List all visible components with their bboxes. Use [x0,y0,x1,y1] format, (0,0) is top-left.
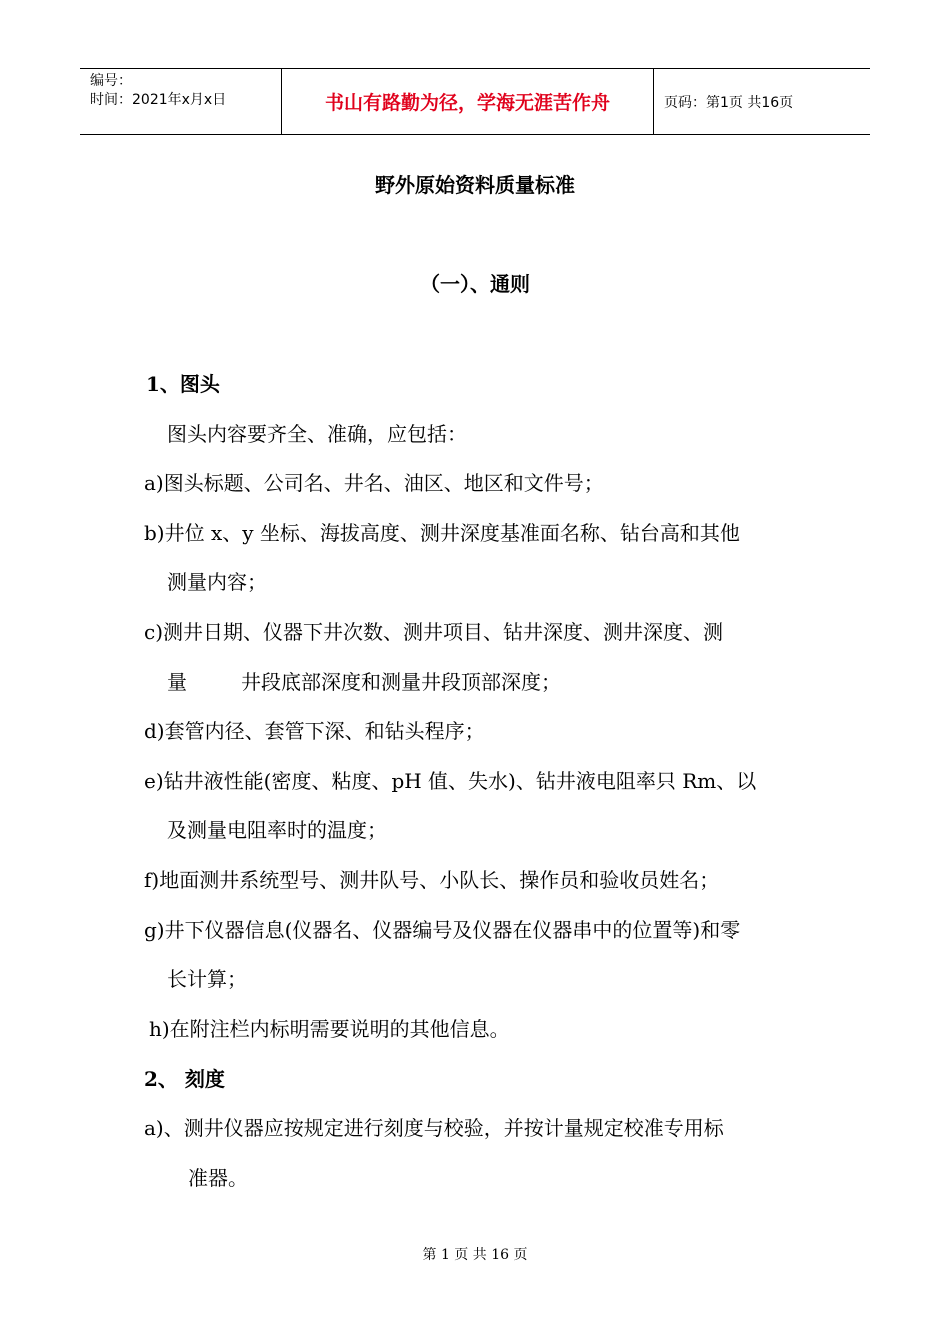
item1-a: a)图头标题、公司名、井名、油区、地区和文件号； [144,471,604,495]
header-number-label: 编号： [90,73,132,89]
item1-h: h)在附注栏内标明需要说明的其他信息。 [149,1017,510,1041]
item2-a-line1: a)、测井仪器应按规定进行刻度与校验，并按计量规定校准专用标 [144,1116,724,1140]
item1-heading [146,369,220,399]
header-motto: 书山有路勤为径，学海无涯苦作舟 [281,69,654,134]
page-footer: 第 1 页 共 16 页 [422,1247,528,1263]
item1-b-line1: b)井位 x、y 坐标、海拔高度、测井深度基准面名称、钻台高和其他 [144,521,740,545]
header-meta [80,69,281,134]
header-time-label: 时间：2021年x月x日 [90,92,227,108]
item1-g-line1: g)井下仪器信息(仪器名、仪器编号及仪器在仪器串中的位置等)和零 [144,918,741,942]
item1-c-line1: c)测井日期、仪器下井次数、测井项目、钻井深度、测井深度、测 [144,620,724,644]
item2-heading [144,1064,225,1094]
item1-c-line2 [167,667,561,697]
item1-c-line2-part2: 井段底部深度和测量井段顶部深度； [241,670,561,694]
item1-e-line1: e)钻井液性能(密度、粘度、pH 值、失水)、钻井液电阻率只 Rm、以 [144,769,757,793]
item1-d: d)套管内径、套管下深、和钻头程序； [144,719,485,743]
item1-b-line2: 测量内容； [167,570,267,594]
item1-intro: 图头内容要齐全、准确，应包括： [167,422,467,446]
item1-c-line2-part1: 量 [167,670,187,694]
item1-e-line2: 及测量电阻率时的温度； [167,818,387,842]
item1-heading-text: 1、图头 [146,372,220,396]
page-header [80,68,870,135]
item2-heading-text: 2、 刻度 [144,1067,225,1091]
item1-f: f)地面测井系统型号、测井队号、小队长、操作员和验收员姓名； [144,868,720,892]
item1-g-line2: 长计算； [167,967,247,991]
document-title: 野外原始资料质量标准 [375,173,575,197]
item2-a-line2: 准器。 [188,1166,248,1190]
section-title: （一）、通则 [420,272,530,296]
header-page-info: 页码：第1页 共16页 [664,94,794,111]
